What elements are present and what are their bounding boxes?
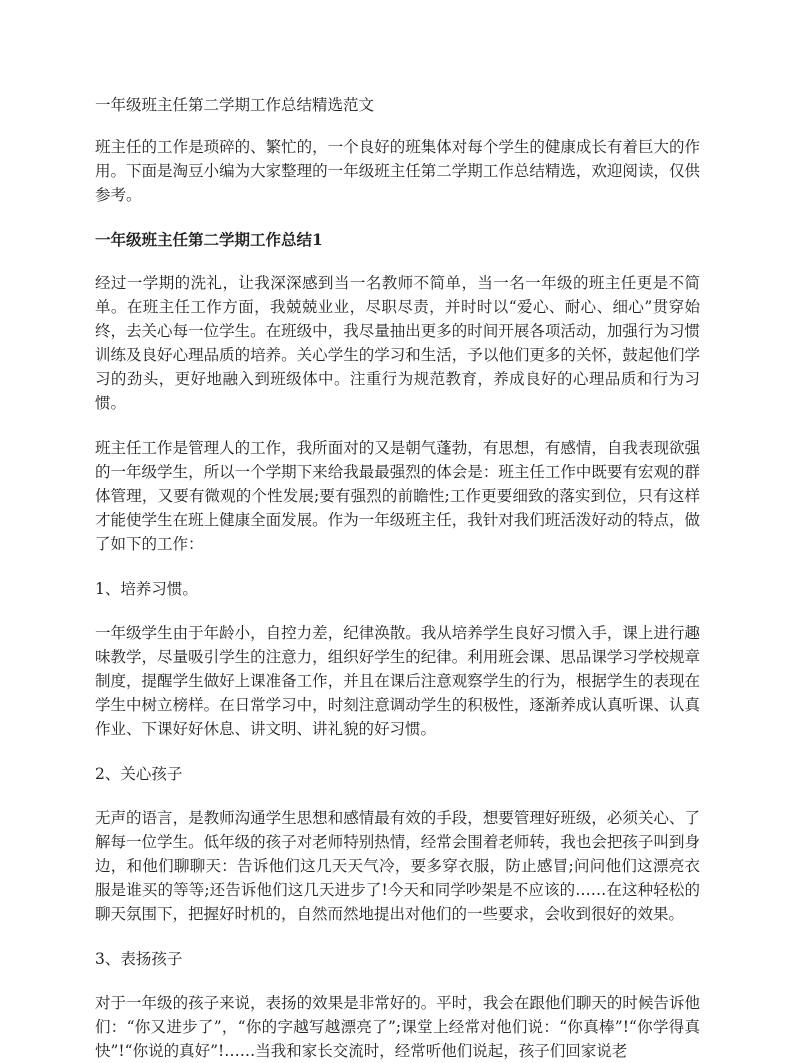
item-body-care: 无声的语言，是教师沟通学生思想和感情最有效的手段，想要管理好班级，必须关心、了解每一位学生。低年级的孩子对老师特别热情，经常会围着老师转，我也会把孩子叫到身边，和他们聊聊天：告诉他们这几天天气冷，要多穿衣服，防止感冒;问问他们这漂亮衣服是谁买的等等;还告诉他们这几天进步了!今天和同学吵架是不应该的……在这种轻松的聊天氛围下，把握好时机的，自然而然地提出对他们的一些要求，会收到很好的效果。: [95, 809, 700, 923]
document-title: 一年级班主任第二学期工作总结精选范文: [95, 96, 375, 114]
body-paragraph-1: 经过一学期的洗礼，让我深深感到当一名教师不简单，当一名一年级的班主任更是不简单。在班主任工作方面，我兢兢业业，尽职尽责，并时时以“爱心、耐心、细心”贯穿始终，去关心每一位学生。在班级中，我尽量抽出更多的时间开展各项活动，加强行为习惯训练及良好心理品质的培养。关心学生的学习和生活，予以他们更多的关怀，鼓起他们学习的劲头，更好地融入到班级体中。注重行为规范教育，养成良好的心理品质和行为习惯。: [95, 274, 700, 412]
item-body-praise: 对于一年级的孩子来说，表扬的效果是非常好的。平时，我会在跟他们聊天的时候告诉他们：“你又进步了”，“你的字越写越漂亮了”;课堂上经常对他们说：“你真棒”!“你学得真快”!“你说的真好”!……当我和家长交流时，经常听他们说起，孩子们回家说老: [95, 994, 700, 1060]
section-heading: 一年级班主任第二学期工作总结1: [95, 230, 323, 249]
intro-paragraph: 班主任的工作是琐碎的、繁忙的，一个良好的班集体对每个学生的健康成长有着巨大的作用。下面是淘豆小编为大家整理的一年级班主任第二学期工作总结精选，欢迎阅读，仅供参考。: [95, 138, 700, 204]
body-paragraph-2: 班主任工作是管理人的工作，我所面对的又是朝气蓬勃，有思想，有感情，自我表现欲强的一年级学生，所以一个学期下来给我最最强烈的体会是：班主任工作中既要有宏观的群体管理，又要有微观的个性发展;要有强烈的前瞻性;工作更要细致的落实到位，只有这样才能使学生在班上健康全面发展。作为一年级班主任，我针对我们班活泼好动的特点，做了如下的工作：: [95, 439, 700, 553]
item-body-habits: 一年级学生由于年龄小，自控力差，纪律涣散。我从培养学生良好习惯入手，课上进行趣味教学，尽量吸引学生的注意力，组织好学生的纪律。利用班会课、思品课学习学校规章制度，提醒学生做好上课准备工作，并且在课后注意观察学生的行为，根据学生的表现在学生中树立榜样。在日常学习中，时刻注意调动学生的积极性，逐渐养成认真听课、认真作业、下课好好休息、讲文明、讲礼貌的好习惯。: [95, 624, 700, 738]
item-heading-habits: 1、培养习惯。: [95, 580, 198, 598]
item-heading-care: 2、关心孩子: [95, 765, 183, 783]
item-heading-praise: 3、表扬孩子: [95, 950, 183, 968]
